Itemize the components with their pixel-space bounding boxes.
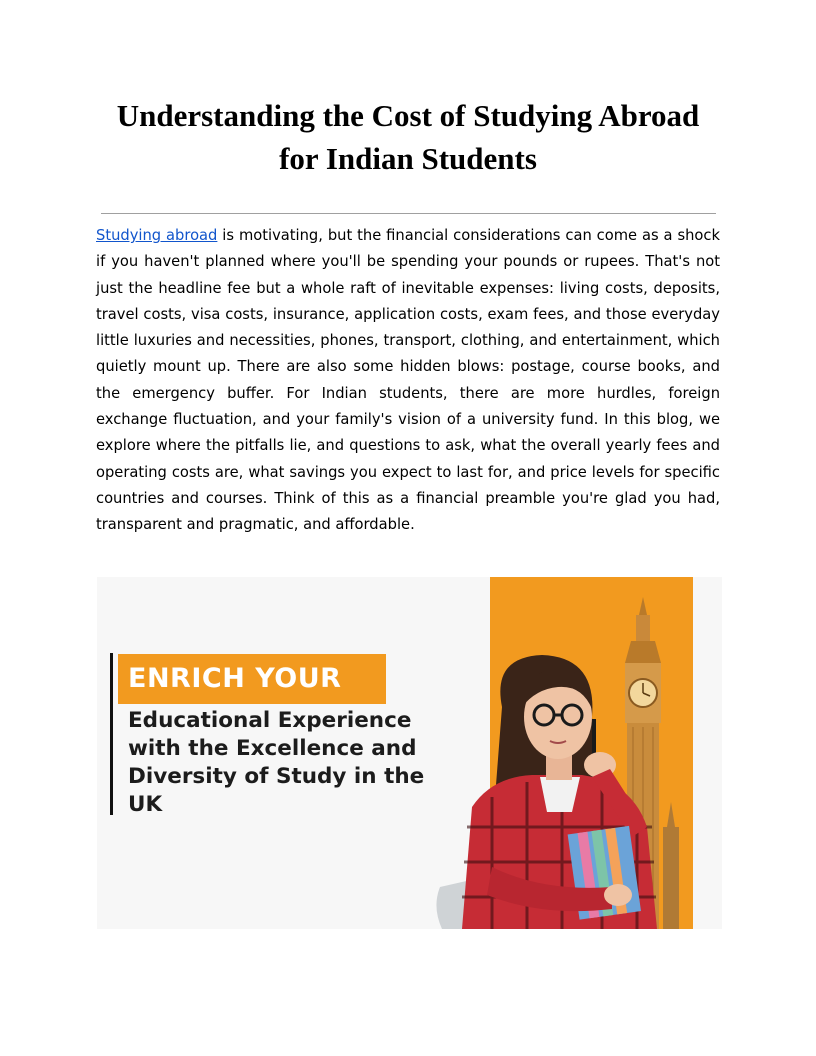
title-divider: [101, 213, 716, 214]
intro-paragraph: [96, 223, 720, 539]
banner-headline: Educational Experience with the Excellence and Diversity of Study in the UK: [128, 708, 425, 817]
studying-abroad-link[interactable]: Studying abroad: [96, 227, 218, 244]
banner-tag: ENRICH YOUR: [118, 654, 386, 704]
student-with-books-photo: [432, 637, 692, 929]
promo-banner-image: [97, 577, 722, 929]
document-title: Understanding the Cost of Studying Abroad for Indian Students: [116, 98, 700, 176]
intro-paragraph-text: is motivating, but the financial considerations can come as a shock if you haven't planned where you'll be spending your pounds or rupees. That's not just the headline fee but a whole raft of inevitable expenses: living costs, deposits, travel costs, visa costs, insurance, application costs, exam fees, and those everyday little luxuries and necessities, phones, transport, clothing, and entertainment, which quietly mount up. There are also some hidden blows: postage, course books, and the emergency buffer. For Indian students, there are more hurdles, foreign exchange fluctuation, and your family's vision of a university fund. In this blog, we explore where the pitfalls lie, and questions to ask, what the overall yearly fees and operating costs are, what savings you expect to last for, and price levels for specific countries and courses. Think of this as a financial preamble you're glad you had, transparent and pragmatic, and affordable.: [96, 227, 720, 534]
headline-accent-bar: [110, 653, 113, 815]
